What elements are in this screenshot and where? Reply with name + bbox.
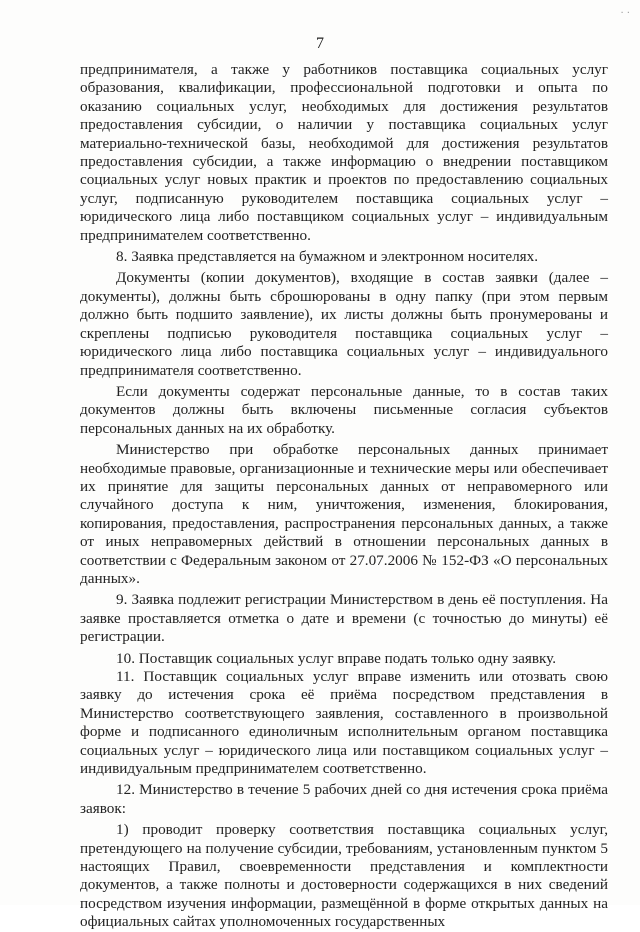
paragraph-8: 8. Заявка представляется на бумажном и электронном носителях. (116, 248, 539, 266)
paragraph-continuation: предпринимателя, а также у работников поставщика социальных услуг образования, квалификации, профессиональной подготовки и опыта по оказанию социальных услуг, необходимых для достижения результатов предоставления субсидии, о наличии у поставщика социальных услуг материально-технической базы, необходимой для достижения результатов предоставления субсидии, а также информацию о внедрении поставщиком социальных услуг новых практик и проектов по предоставлению социальных услуг, подписанную руководителем поставщика социальных услуг – юридического лица либо поставщиком социальных услуг – индивидуальным предпринимателем соответственно. (80, 61, 608, 244)
paragraph-12-item-1: 1) проводит проверку соответствия поставщика социальных услуг, претендующего на получение субсидии, требованиям, установленным пунктом 5 настоящих Правил, своевременности представления и комплектности документов, а также полноты и достоверности содержащихся в них сведений посредством изучения информации, размещённой в форме открытых данных на официальных сайтах уполномоченных государственных (80, 821, 608, 931)
paragraph-11: 11. Поставщик социальных услуг вправе изменить или отозвать свою заявку до истечения срока её приёма посредством представления в Министерство соответствующего заявления, составленного в произвольной форме и подписанного единоличным исполнительным органом поставщика социальных услуг – юридического лица или поставщиком социальных услуг – индивидуальным предпринимателем соответственно. (80, 668, 608, 778)
document-body (80, 61, 608, 932)
paragraph-personal-data-consent: Если документы содержат персональные данные, то в состав таких документов должны быть включены письменные согласия субъектов персональных данных на их обработку. (80, 382, 608, 437)
paragraph-10: 10. Поставщик социальных услуг вправе подать только одну заявку. (116, 649, 557, 667)
paragraph-documents: Документы (копии документов), входящие в состав заявки (далее – документы), должны быть сброшюрованы в одну папку (при этом первым должно быть подшито заявление), их листы должны быть пронумерованы и скреплены подписью руководителя поставщика социальных услуг – юридического лица либо поставщика социальных услуг – индивидуального предпринимателя соответственно. (80, 269, 608, 379)
scan-artifact-marks: · · (620, 8, 630, 19)
paragraph-ministry-personal-data: Министерство при обработке персональных данных принимает необходимые правовые, организационные и технические меры или обеспечивает их принятие для защиты персональных данных от неправомерного или случайного доступа к ним, уничтожения, изменения, блокирования, копирования, предоставления, распространения персональных данных, а также от иных неправомерных действий в отношении персональных данных в соответствии с Федеральным законом от 27.07.2006 № 152-ФЗ «О персональных данных». (80, 441, 608, 587)
page-number: 7 (316, 35, 324, 52)
paragraph-12: 12. Министерство в течение 5 рабочих дней со дня истечения срока приёма заявок: (80, 781, 608, 817)
paragraph-9: 9. Заявка подлежит регистрации Министерством в день её поступления. На заявке проставляется отметка о дате и времени (с точностью до минуты) её регистрации. (80, 591, 608, 646)
